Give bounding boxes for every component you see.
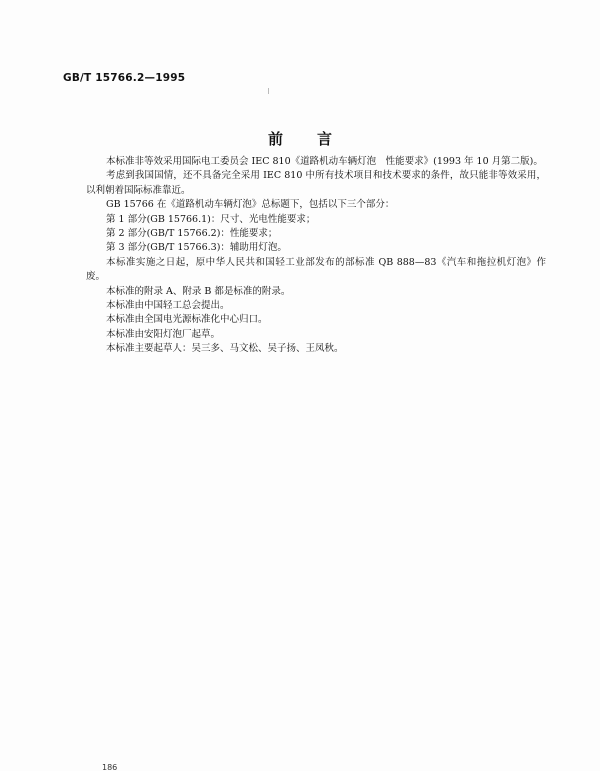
paragraph-proposed-by: 本标准由中国轻工总会提出。 — [106, 300, 230, 312]
page-title: 前言 — [267, 130, 366, 148]
paragraph-national-conditions: 考虑到我国国情，还不具备完全采用 IEC 810 中所有技术项目和技术要求的条件，故只能非等效采用，以利朝着国际标准靠近。 — [86, 170, 546, 196]
list-item-part-1: 第 1 部分(GB 15766.1)：尺寸、光电性能要求； — [106, 213, 316, 225]
paragraph-centralized-by: 本标准由全国电光源标准化中心归口。 — [106, 314, 268, 326]
scan-artifact — [268, 88, 269, 94]
paragraph-drafted-by: 本标准由安阳灯泡厂起草。 — [106, 328, 221, 340]
standard-number: GB/T 15766.2—1995 — [63, 72, 186, 84]
paragraph-drafters: 本标准主要起草人：吴三多、马文松、吴子扬、王凤秋。 — [106, 343, 344, 355]
paragraph-annexes: 本标准的附录 A、附录 B 都是标准的附录。 — [106, 285, 291, 297]
paragraph-supersedes: 本标准实施之日起，原中华人民共和国轻工业部发布的部标准 QB 888—83《汽车和拖拉机灯泡》作废。 — [86, 256, 546, 283]
paragraph-adoption: 本标准非等效采用国际电工委员会 IEC 810《道路机动车辆灯泡 性能要求》(1993 年 10 月第二版)。 — [106, 156, 543, 167]
paragraph-parts-intro: GB 15766 在《道路机动车辆灯泡》总标题下，包括以下三个部分： — [106, 199, 395, 211]
list-item-part-3: 第 3 部分(GB/T 15766.3)：辅助用灯泡。 — [106, 242, 287, 254]
page-number: 186 — [102, 763, 118, 772]
list-item-part-2: 第 2 部分(GB/T 15766.2)：性能要求； — [106, 228, 278, 240]
foreword-body — [86, 155, 546, 357]
